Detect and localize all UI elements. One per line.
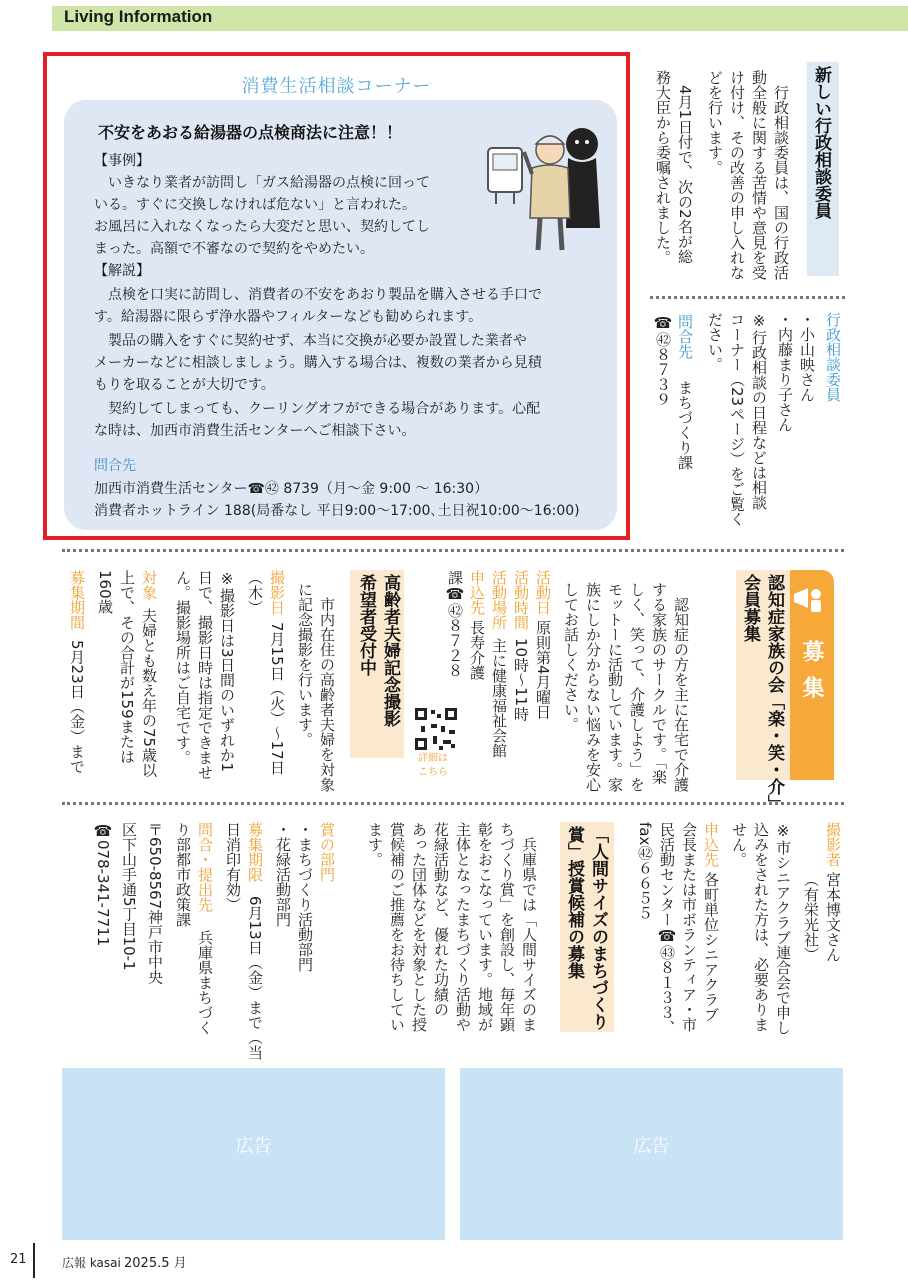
couple-note-line: 日で、撮影日時は指定できませ [196,570,214,780]
photographer-note-line: 込みをされた方は、必要ありま [752,822,770,1032]
award-body-line: ます。 [366,822,384,867]
section-title: Living Information [64,7,213,26]
divider [62,802,844,805]
admin-members-label: 行政相談委員 [824,312,842,402]
award-contact-line: 兵庫県まちづく [196,930,214,1035]
award-contact-line: 区下山手通5丁目10-1 [120,822,138,971]
dementia-row-label: 申込先 [468,570,486,615]
apply-line: 民活動センター☎㊸８１３３、 [658,822,676,1035]
apply-label: 申込先 [702,822,720,867]
dementia-row-label: 活動時間 [512,570,530,630]
dementia-row-label: 活動日 [534,570,552,615]
admin-body-line: どを行います。 [706,70,724,175]
consultation-corner-box [43,52,630,540]
recruitment-tag-label: 募集 [799,640,824,712]
qr-label-line: こちら [418,767,448,778]
couple-heading: 希望者受付中 [356,574,376,676]
dementia-body-line: してお話しください。 [562,582,580,732]
apply-line: fax㊷６６５５ [636,822,654,921]
award-contact-line: 〒650-8567神戸市中央 [146,822,164,985]
couple-target-line: 160歳 [96,570,114,614]
contact-line: 消費者ホットライン 188(局番なし 平日9:00～17:00､土日祝10:00～16:00) [94,503,580,519]
admin-body-line: 行政相談委員は、国の行政活 [772,70,790,280]
award-contact-line: り部都市政策課 [174,822,192,927]
issue-date: 2025.5 月 [124,1256,187,1271]
couple-target-label: 対象 [140,570,158,600]
explain-line: す。給湯器に限らず浄水器やフィルターなども勧められます。 [94,309,483,325]
couple-body-line: 市内在住の高齢者夫婦を対象 [318,582,336,792]
dementia-row-value: 長寿介護 [468,620,486,680]
qr-label-line: 詳細は [418,753,448,764]
qr-code[interactable] [413,706,459,752]
explain-line: な時は、加西市消費生活センターへご相談下さい。 [94,423,416,439]
award-deadline-label: 募集期限 [246,822,264,882]
ad-label: 広告 [633,1136,670,1157]
publication-name: 広報 kasai [62,1256,121,1270]
award-body-line: あった団体などを対象とした授 [410,822,428,1032]
water-heater-inspector-illustration [484,118,604,258]
admin-note-line: コーナー（23ページ）をご覧く [728,312,746,527]
explain-line: 製品の購入をすぐに契約せず、本当に交換が必要か設置した業者や [94,333,527,349]
consultation-panel [64,100,617,530]
couple-date: （木） [246,570,264,615]
award-dept: ・花緑活動部門 [274,822,292,927]
admin-member: ・小山映さん [798,312,816,402]
admin-body-line: 務大臣から委嘱されました。 [654,70,672,265]
divider [62,549,844,552]
contact-label: 問合先 [94,458,136,474]
admin-phone: ☎㊷８７３９ [654,314,672,407]
photographer-value: 宮本博文さん [824,872,842,962]
advertisement-left[interactable] [62,1068,445,1240]
admin-body-line: 動全般に関する苦情や意見を受 [750,70,768,280]
advertisement-right[interactable] [460,1068,843,1240]
dementia-body-line: 族にしか分からない悩みを安心 [584,582,602,792]
case-label: 【事例】 [94,153,150,169]
footer-divider [33,1243,35,1278]
divider [650,296,845,299]
admin-member: ・内藤まり子さん [776,312,794,432]
couple-body-line: に記念撮影を行います。 [296,582,314,747]
case-line: お風呂に入れなくなったら大変だと思い、契約してし [94,219,430,235]
couple-date-label: 撮影日 [268,570,286,615]
couple-date: 7月15日（火）～17日 [268,622,286,775]
couple-target-line: 夫婦とも数え年の75歳以 [140,608,158,778]
admin-heading: 新しい行政相談委員 [811,66,831,219]
explain-label: 【解説】 [94,263,150,279]
award-deadline: 6月13日（金）まで（当 [246,896,264,1060]
photographer-label: 撮影者 [824,822,842,867]
award-body-line: 兵庫県では「人間サイズのま [520,822,538,1032]
dementia-row-value: 10時～11時 [512,638,530,722]
page-number: 21 [10,1252,27,1267]
award-heading: 「人間サイズのまちづくり [588,826,608,1030]
ad-label: 広告 [235,1136,272,1157]
case-line: まった。高額で不審なので契約をやめたい。 [94,241,374,257]
couple-heading: 高齢者夫婦記念撮影 [380,574,400,727]
dementia-body-line: する家族のサークルです。「楽 [650,582,668,785]
award-deadline: 日消印有効） [224,822,242,912]
admin-contact: まちづくり課 [676,380,694,470]
explain-line: もりを取ることが大切です。 [94,377,275,393]
dementia-row-value: 原則第4月曜日 [534,620,552,720]
case-line: いる。すぐに交換しなければ危ない」と言われた。 [94,197,416,213]
dementia-body-line: モットーに活動しています。家 [606,582,624,792]
award-body-line: 花緑活動など、優れた功績の [432,822,450,1017]
award-contact-line: ☎078-341-7711 [94,822,112,947]
award-body-line: 彰をおこなっています。地域が [476,822,494,1032]
megaphone-person-icon [790,582,826,618]
award-body-line: 主体となったまちづくり活動や [454,822,472,1032]
photographer-value: （有栄光社） [802,872,820,962]
award-body-line: 賞候補のご推薦をお待ちしてい [388,822,406,1032]
explain-line: 契約してしまっても、クーリングオフができる場合があります。心配 [94,401,541,417]
couple-target-line: 上で、その合計が159または [118,570,136,764]
couple-period-label: 募集期間 [68,570,86,630]
article-heading: 不安をあおる給湯器の点検商法に注意！！ [98,123,403,142]
explain-line: 点検を口実に訪問し、消費者の不安をあおり製品を購入させる手口で [94,287,542,303]
apply-line: 各町単位シニアクラブ [702,872,720,1022]
couple-period: 5月23日（金）まで [68,640,86,774]
dementia-row-value: 主に健康福祉会館 [490,638,508,758]
photographer-note-line: ※市シニアクラブ連合会で申し [774,822,792,1035]
couple-note-line: ん。撮影場所はご自宅です。 [174,570,192,765]
dementia-phone: 課☎㊷８７２８ [446,570,464,678]
case-line: いきなり業者が訪問し「ガス給湯器の点検に回って [94,175,430,191]
dementia-body-line: しく、笑って、介護しよう」を [628,582,646,792]
award-dept-label: 賞の部門 [318,822,336,882]
couple-note-line: ※撮影日は3日間のいずれか1 [218,570,236,773]
photographer-note-line: せん。 [730,822,748,867]
admin-body-line: 4月1日付で、次の2名が総 [676,70,694,264]
admin-note-line: ださい。 [706,312,724,372]
apply-line: 会長または市ボランティア・市 [680,822,698,1032]
admin-note-line: ※行政相談の日程などは相談 [750,312,768,510]
dementia-heading: 認知症家族の会「楽・笑・介」 [764,574,784,812]
explain-line: メーカーなどに相談しましょう。購入する場合は、複数の業者から見積 [94,355,542,371]
award-dept: ・まちづくり活動部門 [296,822,314,972]
dementia-body-line: 認知症の方を主に在宅で介護 [672,582,690,792]
award-body-line: ちづくり賞」を創設し、毎年顕 [498,822,516,1032]
award-heading: 賞」授賞候補の募集 [564,826,584,979]
admin-body-line: け付け、その改善の申し入れな [728,70,746,280]
dementia-row-label: 活動場所 [490,570,508,630]
dementia-heading: 会員募集 [740,574,760,642]
contact-line: 加西市消費生活センター☎㊷ 8739（月～金 9:00 ～ 16:30） [94,481,489,497]
award-contact-label: 問合・提出先 [196,822,214,912]
admin-contact-label: 問合先 [676,314,694,359]
consultation-corner-title: 消費生活相談コーナー [241,76,432,97]
qr-label [418,752,448,780]
